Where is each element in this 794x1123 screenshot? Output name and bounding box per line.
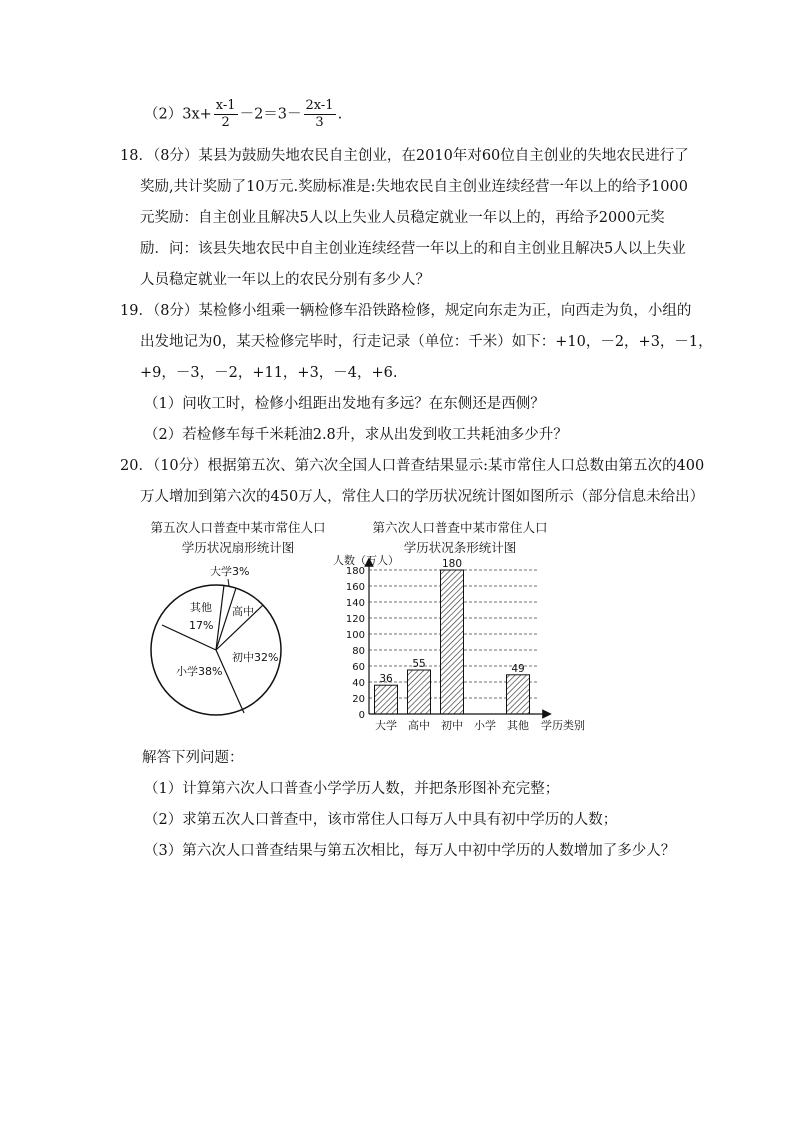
bar-y-tick-label: 160 (345, 582, 365, 593)
pie-label-gaozhong: 高中 (232, 605, 254, 618)
bar-0 (375, 685, 398, 714)
q17-f2-numerator: 2x-1 (305, 98, 334, 113)
answer-item: （3）第六次人口普查结果与第五次相比，每万人中初中学历的人数增加了多少人？ (144, 843, 676, 859)
q17-f1-denominator: 2 (221, 115, 230, 130)
pie-label-xiaoxue: 小学38% (176, 665, 223, 678)
q17-end: . (337, 106, 343, 123)
answer-intro: 解答下列问题： (142, 750, 244, 766)
q18-line: 人员稳定就业一年以上的农民分别有多少人？ (140, 272, 430, 288)
daxue-label-pointer (228, 579, 229, 586)
q19-line: +9，－3，－2，+11，+3，－4，+6. (140, 365, 398, 381)
answer-item: （2）求第五次人口普查中，该市常住人口每万人中具有初中学历的人数； (144, 812, 618, 828)
bar-x-tick-label: 初中 (441, 719, 463, 732)
bar-y-tick-label: 60 (352, 662, 365, 673)
pie-label-qita: 其他 (190, 601, 212, 614)
pie-label-qita-percent: 17% (189, 619, 214, 632)
q17-fraction-1 (214, 98, 238, 131)
q19-subquestion: （1）问收工时，检修小组距出发地有多远？在东侧还是西侧？ (144, 396, 545, 412)
bar-y-tick-label: 100 (345, 630, 365, 641)
bar-2 (441, 570, 464, 714)
q17-mid: －2＝3－ (239, 106, 302, 123)
bar-x-tick-label: 大学 (375, 719, 397, 732)
bar-data-label: 49 (511, 662, 525, 675)
q17-fraction-2 (304, 98, 336, 131)
q17-label: （2） (144, 106, 183, 123)
q17-f1-numerator: x-1 (215, 98, 236, 113)
answer-item: （1）计算第六次人口普查小学学历人数，并把条形图补充完整； (144, 781, 560, 797)
q17-left: 3x+ (182, 106, 212, 123)
bar-y-tick-label: 20 (352, 694, 365, 705)
pie-title-line2: 学历状况扇形统计图 (181, 540, 295, 555)
bar-y-tick-label: 80 (352, 646, 365, 657)
bar-y-tick-label: 140 (345, 598, 365, 609)
q19-line: 出发地记为0，某天检修完毕时，行走记录（单位：千米）如下：+10，－2，+3，－1， (140, 334, 713, 350)
bar-y-tick-label: 40 (352, 678, 365, 689)
bar-data-label: 36 (379, 673, 393, 686)
pie-label-daxue: 大学3% (210, 565, 250, 578)
q18-line: 奖励,共计奖励了10万元.奖励标准是:失地农民自主创业连续经营一年以上的给予1000 (140, 179, 688, 195)
bar-x-tick-label: 小学 (474, 719, 496, 732)
q18-line: 励．问：该县失地农民中自主创业连续经营一年以上的和自主创业且解决5人以上失业 (140, 241, 686, 257)
bar-1 (408, 670, 431, 714)
bar-4 (507, 675, 530, 714)
pie-title-line1: 第五次人口普查中某市常住人口 (150, 520, 326, 535)
bar-data-label: 180 (441, 558, 463, 570)
bar-y-axis-label: 人数（万人） (333, 554, 399, 567)
bar-data-label: 55 (412, 658, 426, 670)
q18-line: 18．（8分）某县为鼓励失地农民自主创业，在2010年对60位自主创业的失地农民进行了 (120, 148, 689, 164)
bar-x-tick-label: 其他 (507, 719, 529, 732)
q17-f2-denominator: 3 (315, 115, 324, 130)
bar-y-tick-label: 120 (345, 614, 365, 625)
q20-line: 万人增加到第六次的450万人，常住人口的学历状况统计图如图所示（部分信息未给出） (140, 489, 705, 505)
bar-chart (325, 548, 600, 740)
pie-label-chuzhong: 初中32% (232, 651, 279, 664)
bar-x-tick-label: 高中 (408, 719, 430, 732)
bar-x-axis-label: 学历类别 (541, 719, 585, 732)
q19-subquestion: （2）若检修车每千米耗油2.8升，求从出发到收工共耗油多少升？ (144, 427, 568, 443)
bar-title-line1: 第六次人口普查中某市常住人口 (372, 520, 548, 535)
q17-equation (144, 98, 342, 131)
pie-chart (140, 555, 340, 735)
q20-line: 20．（10分）根据第五次、第六次全国人口普查结果显示:某市常住人口总数由第五次的400 (120, 458, 705, 474)
q18-line: 元奖励：自主创业且解决5人以上失业人员稳定就业一年以上的，再给予2000元奖 (140, 210, 665, 226)
bar-y-tick-label: 180 (345, 566, 365, 577)
bar-title-line2: 学历状况条形统计图 (403, 540, 517, 555)
bar-y-tick-label: 0 (358, 710, 365, 721)
q19-line: 19．（8分）某检修小组乘一辆检修车沿铁路检修，规定向东走为正，向西走为负，小组的 (120, 303, 692, 319)
